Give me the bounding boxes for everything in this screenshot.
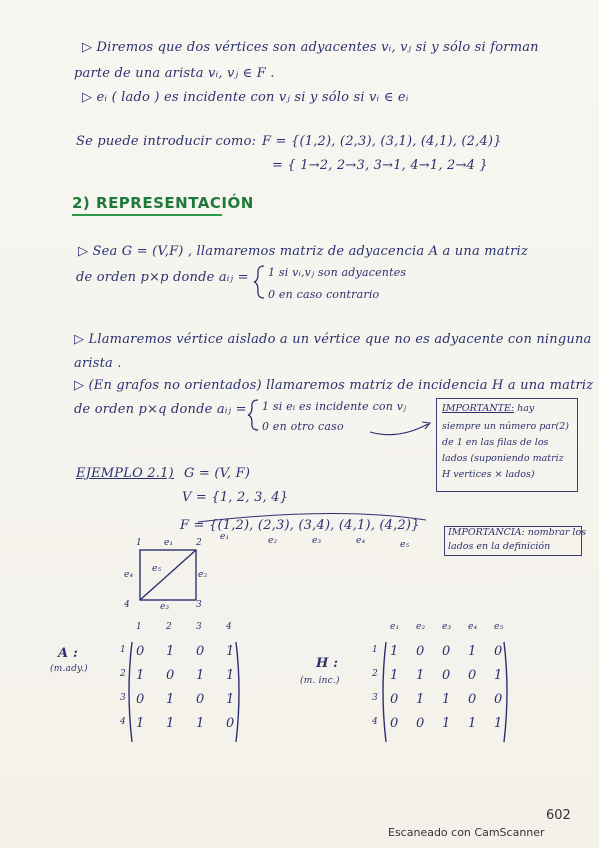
matrix-cell: 0 bbox=[226, 716, 235, 731]
note-title-line bbox=[442, 402, 534, 416]
matrix-cell: 1 bbox=[494, 716, 503, 731]
case-incidente: 1 si eᵢ es incidente con vⱼ bbox=[262, 400, 407, 413]
matrix-cell: 1 bbox=[226, 644, 235, 659]
graph-edge-e5: e₅ bbox=[152, 564, 162, 574]
matrix-cell: 1 bbox=[390, 668, 399, 683]
case-otro: 0 en otro caso bbox=[262, 420, 344, 433]
page-number: 602 bbox=[546, 808, 571, 823]
matrix-row-label: 1 bbox=[120, 645, 126, 655]
matrix-cell: 0 bbox=[468, 668, 477, 683]
graph-edge-e4: e₄ bbox=[124, 570, 134, 580]
matrix-row-label: 1 bbox=[372, 645, 378, 655]
matrix-brackets bbox=[124, 640, 248, 748]
example-e3: e₃ bbox=[312, 536, 322, 546]
matrix-cell: 0 bbox=[494, 692, 503, 707]
example-e1: e₁ bbox=[220, 532, 230, 542]
matrix-cell: 1 bbox=[416, 692, 425, 707]
matrix-cell: 1 bbox=[166, 716, 175, 731]
graph-vertex-4: 4 bbox=[124, 600, 130, 610]
matrix-cell: 1 bbox=[136, 668, 145, 683]
note-line-1: siempre un número par(2) bbox=[442, 421, 569, 432]
example-f: F = {(1,2), (2,3), (3,4), (4,1), (4,2)} bbox=[180, 518, 420, 533]
matrix-cell: 0 bbox=[390, 692, 399, 707]
graph-edge-e2: e₂ bbox=[198, 570, 208, 580]
matrix-col-header: 2 bbox=[166, 622, 172, 632]
note2-line-1: IMPORTANCIA: nombrar los bbox=[448, 527, 587, 538]
example-g: G = (V, F) bbox=[184, 466, 251, 481]
matrix-cell: 0 bbox=[494, 644, 503, 659]
note-line-2: de 1 en las filas de los bbox=[442, 437, 549, 448]
brace-adyacencia bbox=[252, 264, 266, 300]
matrix-cell: 1 bbox=[166, 644, 175, 659]
scanner-watermark: Escaneado con CamScanner bbox=[388, 826, 545, 839]
note2-line-2: lados en la definición bbox=[448, 541, 551, 552]
text-line-arista: parte de una arista vᵢ, vⱼ ∈ F . bbox=[74, 66, 275, 81]
graph-diagonal bbox=[140, 550, 196, 600]
matrix-cell: 0 bbox=[442, 668, 451, 683]
arrow-to-note bbox=[368, 410, 438, 440]
matrix-cell: 1 bbox=[468, 644, 477, 659]
matrix-cell: 0 bbox=[166, 668, 175, 683]
matrix-cell: 0 bbox=[442, 644, 451, 659]
matrix-cell: 1 bbox=[196, 716, 205, 731]
text-line-sea-g: ▷ Sea G = (V,F) , llamaremos matriz de adyacencia A a una matriz bbox=[78, 244, 528, 259]
matrix-row-label: 4 bbox=[372, 717, 378, 727]
matrix-col-header: 4 bbox=[226, 622, 232, 632]
brace-incidencia bbox=[246, 398, 260, 432]
matrix-row-label: 2 bbox=[120, 669, 126, 679]
matrix-cell: 0 bbox=[136, 644, 145, 659]
graph-vertex-1: 1 bbox=[136, 538, 142, 548]
matrix-row-label: 3 bbox=[120, 693, 126, 703]
matrix-cell: 1 bbox=[416, 668, 425, 683]
example-e5: e₅ bbox=[400, 540, 410, 550]
case-contrario: 0 en caso contrario bbox=[268, 288, 380, 301]
matrix-col-header: e₄ bbox=[468, 622, 478, 632]
text-line-arista-2: arista . bbox=[74, 356, 122, 371]
matrix-cell: 1 bbox=[136, 716, 145, 731]
matrix-cell: 1 bbox=[166, 692, 175, 707]
matrix-cell: 0 bbox=[196, 644, 205, 659]
graph-edge-e1: e₁ bbox=[164, 538, 174, 548]
matrix-cell: 1 bbox=[468, 716, 477, 731]
matrix-cell: 0 bbox=[196, 692, 205, 707]
text-line-incidente: ▷ eᵢ ( lado ) es incidente con vⱼ si y sólo si vᵢ ∈ eᵢ bbox=[82, 90, 409, 105]
matrix-cell: 1 bbox=[226, 668, 235, 683]
matrix-cell: 1 bbox=[442, 692, 451, 707]
matrix-cell: 1 bbox=[390, 644, 399, 659]
matrix-row-label: 3 bbox=[372, 693, 378, 703]
example-e2: e₂ bbox=[268, 536, 278, 546]
text-line-aislado: ▷ Llamaremos vértice aislado a un vértice que no es adyacente con ninguna bbox=[74, 332, 592, 347]
example-f-arc bbox=[196, 510, 476, 524]
matrix-cell: 0 bbox=[416, 716, 425, 731]
text-line-orden: de orden p×p donde aᵢⱼ = bbox=[76, 270, 249, 285]
graph-edge-e3: e₃ bbox=[160, 602, 170, 612]
set-f-pairs: F = {(1,2), (2,3), (3,1), (4,1), (2,4)} bbox=[262, 134, 502, 149]
graph-vertex-3: 3 bbox=[196, 600, 202, 610]
text-line-adyacentes: ▷ Diremos que dos vértices son adyacentes vᵢ, vⱼ si y sólo si forman bbox=[82, 40, 539, 55]
matrix-col-header: e₅ bbox=[494, 622, 504, 632]
example-label: EJEMPLO 2.1) bbox=[76, 466, 174, 481]
graph-drawing bbox=[126, 536, 246, 616]
matrix-cell: 0 bbox=[416, 644, 425, 659]
note-line-3: lados (suponiendo matriz bbox=[442, 453, 564, 464]
note-line-4: H vertices × lados) bbox=[442, 469, 535, 480]
matrix-col-header: 3 bbox=[196, 622, 202, 632]
text-line-introducir: Se puede introducir como: bbox=[76, 134, 257, 149]
matrix-row-label: 4 bbox=[120, 717, 126, 727]
section-underline bbox=[72, 214, 222, 216]
note-title: IMPORTANTE: bbox=[442, 403, 515, 414]
matrix-row-label: 2 bbox=[372, 669, 378, 679]
matrix-cell: 1 bbox=[226, 692, 235, 707]
matrix-brackets bbox=[378, 640, 516, 748]
matrix-col-header: e₁ bbox=[390, 622, 400, 632]
matrix-col-header: 1 bbox=[136, 622, 142, 632]
matrix-a-name: A : bbox=[58, 646, 79, 661]
matrix-col-header: e₃ bbox=[442, 622, 452, 632]
text-line-no-orientados: ▷ (En grafos no orientados) llamaremos matriz de incidencia H a una matriz bbox=[74, 378, 594, 393]
note-line-0: hay bbox=[517, 403, 535, 414]
matrix-cell: 1 bbox=[196, 668, 205, 683]
matrix-a-sub: (m.ady.) bbox=[50, 664, 88, 674]
matrix-cell: 0 bbox=[136, 692, 145, 707]
matrix-h-name: H : bbox=[316, 656, 339, 671]
text-line-orden-pxq: de orden p×q donde aᵢⱼ = bbox=[74, 402, 247, 417]
matrix-h-sub: (m. inc.) bbox=[300, 676, 340, 686]
matrix-cell: 0 bbox=[390, 716, 399, 731]
section-heading: 2) REPRESENTACIÓN bbox=[72, 194, 254, 212]
example-e4: e₄ bbox=[356, 536, 366, 546]
matrix-cell: 0 bbox=[468, 692, 477, 707]
set-f-arrows: = { 1→2, 2→3, 3→1, 4→1, 2→4 } bbox=[272, 158, 488, 173]
matrix-cell: 1 bbox=[442, 716, 451, 731]
matrix-col-header: e₂ bbox=[416, 622, 426, 632]
matrix-cell: 1 bbox=[494, 668, 503, 683]
example-v: V = {1, 2, 3, 4} bbox=[182, 490, 289, 505]
case-adyacentes: 1 si vᵢ,vⱼ son adyacentes bbox=[268, 266, 407, 279]
graph-vertex-2: 2 bbox=[196, 538, 202, 548]
